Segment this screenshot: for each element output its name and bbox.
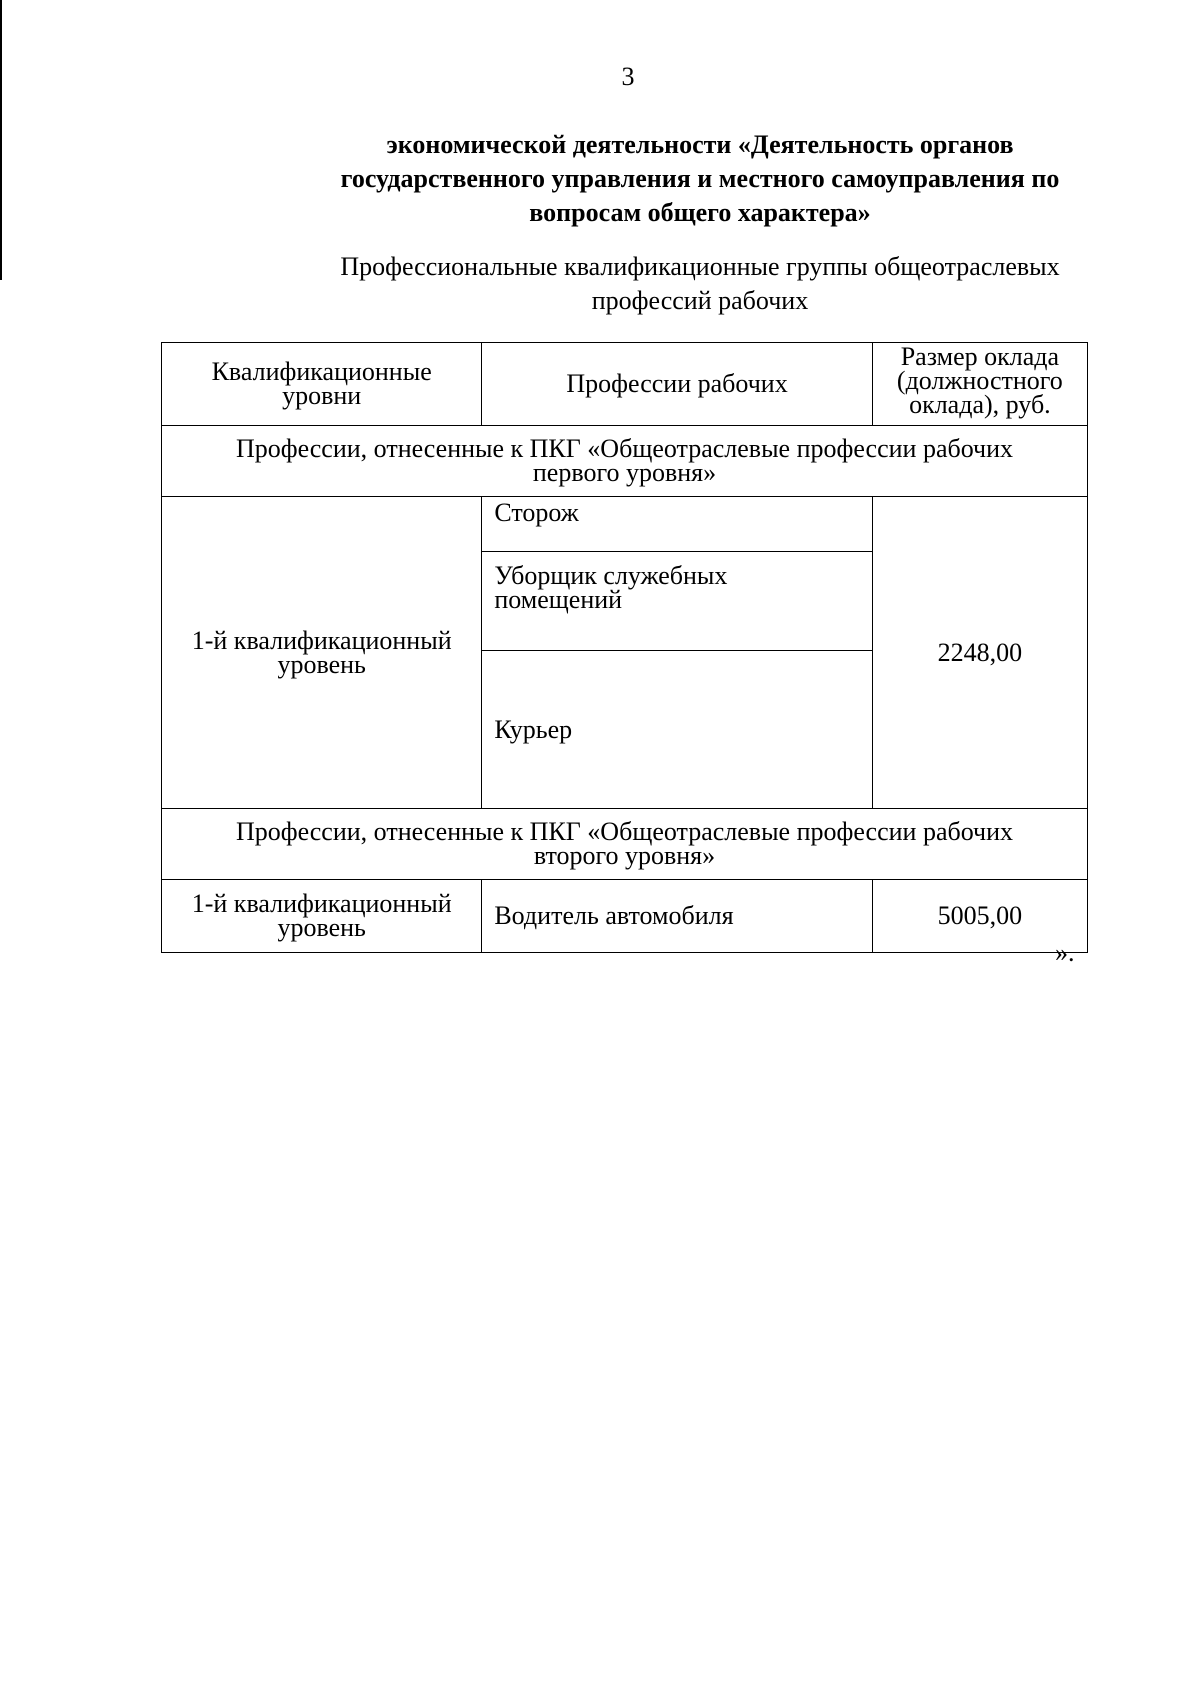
group-title-row xyxy=(162,426,1088,497)
profession-cell xyxy=(482,497,872,552)
table-header-row xyxy=(162,343,1088,426)
header-qualification-levels xyxy=(162,343,482,426)
header-professions xyxy=(482,343,872,426)
group-title-line: Профессии, отнесенные к ПКГ «Общеотраслевые профессии рабочих xyxy=(235,434,1014,463)
header-line: оклада), руб. xyxy=(909,390,1051,419)
profession-cell xyxy=(482,651,872,809)
caption-line: Профессиональные квалификационные группы общеотраслевых xyxy=(340,252,1060,281)
level-line: уровень xyxy=(277,913,366,942)
caption-line: профессий рабочих xyxy=(591,286,809,315)
group-title-first-level xyxy=(162,426,1088,497)
profession-cell xyxy=(482,552,872,651)
salary-value: 2248,00 xyxy=(937,637,1023,667)
level-cell xyxy=(162,497,482,809)
page-number: 3 xyxy=(621,62,635,91)
header-line: (должностного xyxy=(896,366,1063,395)
salary-table xyxy=(161,342,1088,953)
profession-cell xyxy=(482,880,872,953)
table-row xyxy=(162,880,1088,953)
group-title-line: второго уровня» xyxy=(533,841,716,870)
heading-line: государственного управления и местного самоуправления по xyxy=(340,164,1060,193)
table-row xyxy=(162,497,1088,552)
header-salary xyxy=(872,343,1087,426)
level-line: 1-й квалификационный xyxy=(191,889,452,918)
heading-line: экономической деятельности «Деятельность органов xyxy=(386,130,1014,159)
closing-quote-mark: ». xyxy=(1055,938,1075,967)
salary-cell xyxy=(872,497,1087,809)
document-heading xyxy=(240,128,1160,230)
level-cell xyxy=(162,880,482,953)
header-line: Квалификационные xyxy=(211,357,432,386)
profession-name: помещений xyxy=(494,585,623,614)
profession-name: Уборщик служебных xyxy=(494,561,728,590)
heading-line: вопросам общего характера» xyxy=(529,198,871,227)
header-text: Профессии рабочих xyxy=(566,369,788,398)
group-title-line: первого уровня» xyxy=(532,458,717,487)
table-caption xyxy=(240,250,1160,318)
level-line: уровень xyxy=(277,649,366,679)
profession-name: Курьер xyxy=(494,714,573,744)
profession-name: Водитель автомобиля xyxy=(494,901,734,930)
group-title-row xyxy=(162,809,1088,880)
salary-value: 5005,00 xyxy=(937,901,1023,930)
header-line: уровни xyxy=(282,381,362,410)
profession-name: Сторож xyxy=(494,498,579,527)
group-title-second-level xyxy=(162,809,1088,880)
group-title-line: Профессии, отнесенные к ПКГ «Общеотраслевые профессии рабочих xyxy=(235,817,1014,846)
scan-edge-line xyxy=(0,0,2,280)
level-line: 1-й квалификационный xyxy=(191,625,452,655)
header-line: Размер оклада xyxy=(900,342,1060,371)
